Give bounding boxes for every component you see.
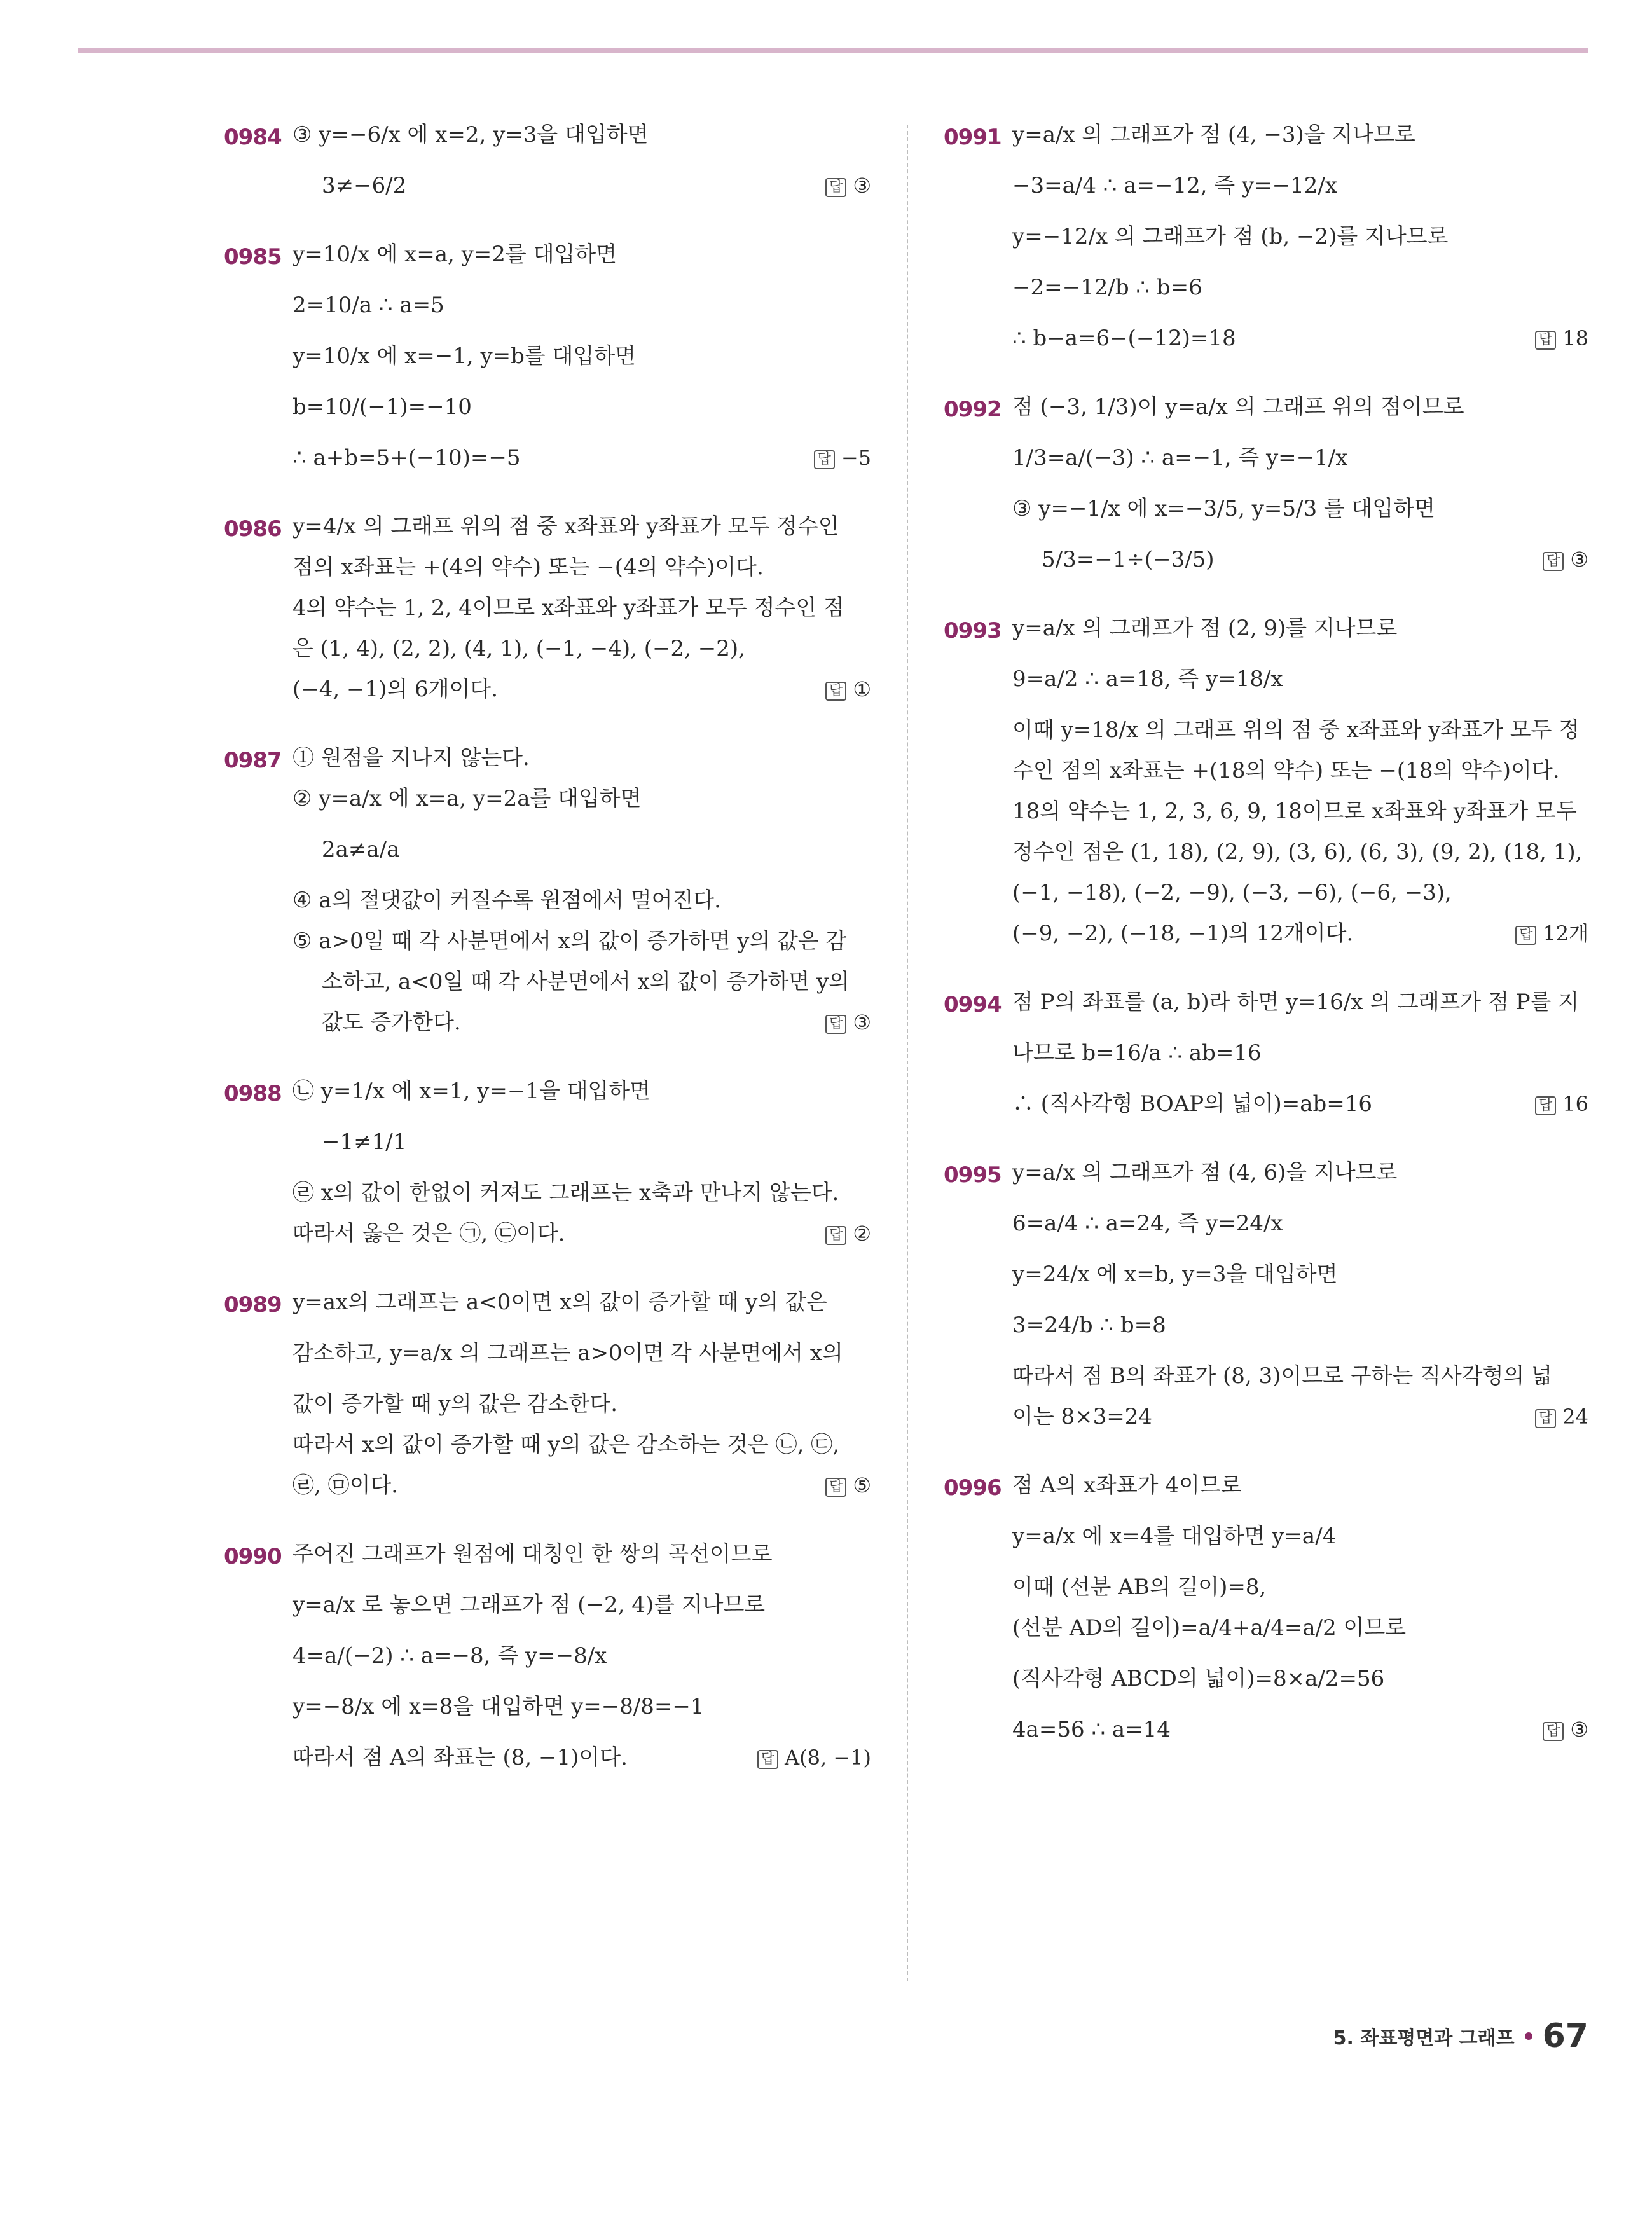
answer-tag: 답 [825,178,846,197]
solution-line: 소하고, a<0일 때 각 사분면에서 x의 값이 증가하면 y의 [322,969,850,995]
solution-line: 정수인 점은 (1, 18), (2, 9), (3, 6), (6, 3), (9, 2), (18, 1), [1012,839,1583,865]
page-footer [1333,2017,1588,2055]
answer-value: ③ [853,174,871,198]
problem-number: 0990 [224,1544,282,1569]
answer-value: ③ [1570,1717,1588,1742]
solution [293,744,871,1036]
answer-tag: 답 [1535,1096,1556,1115]
solution-line: y=a/x 의 그래프가 점 (4, −3)을 지나므로 [1012,122,1415,148]
problem-0994 [944,988,1588,1118]
answer-value: A(8, −1) [785,1745,871,1770]
problem-number: 0986 [224,516,282,542]
solution-line [293,1744,871,1772]
line-text: 3≠−6/2 [322,173,407,198]
line-text: 값도 증가한다. [322,1010,461,1035]
solution-line: 따라서 x의 값이 증가할 때 y의 값은 감소하는 것은 ㉡, ㉢, [293,1432,840,1457]
solution-line: y=4/x 의 그래프 위의 점 중 x좌표와 y좌표가 모두 정수인 [293,514,839,539]
solution-line: ④ a의 절댓값이 커질수록 원점에서 멀어진다. [293,888,721,913]
solution-line: y=10/x 에 x=a, y=2를 대입하면 [293,242,617,267]
problem-0984 [224,121,871,200]
problem-0995 [944,1159,1588,1431]
problem-0991 [944,121,1588,352]
solution-line: ⑤ a>0일 때 각 사분면에서 x의 값이 증가하면 y의 값은 감 [293,928,847,954]
answer-tag: 답 [1535,331,1556,350]
problem-0993 [944,614,1588,947]
solution [1012,1159,1588,1431]
solution-line: y=−12/x 의 그래프가 점 (b, −2)를 지나므로 [1012,224,1449,249]
answer-tag: 답 [825,1478,846,1497]
answer [825,675,871,703]
solution-line: 4=a/(−2) ∴ a=−8, 즉 y=−8/x [293,1643,607,1669]
problem-0988 [224,1077,871,1248]
right-column [944,121,1588,1784]
answer-tag: 답 [825,682,846,701]
problem-number: 0994 [944,992,1002,1017]
left-column [224,121,871,1812]
solution-line: (선분 AD의 길이)=a/4+a/4=a/2 이므로 [1012,1615,1407,1641]
solution-line: b=10/(−1)=−10 [293,394,472,420]
solution [1012,393,1588,574]
answer-value: ⑤ [853,1473,871,1497]
solution-line: 주어진 그래프가 원점에 대칭인 한 쌍의 곡선이므로 [293,1541,773,1567]
answer [1515,919,1588,947]
line-text: 5/3=−1÷(−3/5) [1042,547,1215,572]
solution-line: ③ y=−6/x 에 x=2, y=3을 대입하면 [293,122,649,148]
problem-number: 0993 [944,618,1002,644]
solution-line: 18의 약수는 1, 2, 3, 6, 9, 18이므로 x좌표와 y좌표가 모두 [1012,799,1577,824]
answer-tag: 답 [1543,1722,1564,1741]
answer [825,1008,871,1036]
solution-line: 따라서 점 B의 좌표가 (8, 3)이므로 구하는 직사각형의 넓 [1012,1363,1552,1389]
solution-line [293,1471,871,1499]
solution [1012,121,1588,352]
line-text: ㉣, ㉤이다. [293,1473,399,1498]
line-text: 4a=56 ∴ a=14 [1012,1717,1171,1742]
solution-line [1012,1403,1588,1431]
answer-value: 18 [1562,326,1588,350]
answer-tag: 답 [1535,1409,1556,1428]
answer [1535,1403,1588,1431]
answer [757,1744,871,1772]
answer [825,1471,871,1499]
column-divider [907,125,908,1981]
top-rule [78,48,1588,53]
solution [293,1077,871,1248]
answer-tag: 답 [1515,926,1536,945]
problem-0985 [224,240,871,472]
problem-0990 [224,1540,871,1772]
line-text: ∴ (직사각형 BOAP의 넓이)=ab=16 [1012,1091,1373,1117]
answer-value: ③ [853,1010,871,1035]
problem-0992 [944,393,1588,574]
answer-tag: 답 [825,1226,846,1245]
solution-line: y=a/x 로 놓으면 그래프가 점 (−2, 4)를 지나므로 [293,1592,766,1618]
solution-line: y=−8/x 에 x=8을 대입하면 y=−8/8=−1 [293,1694,705,1719]
solution-line [1012,919,1588,947]
solution-line: 이때 y=18/x 의 그래프 위의 점 중 x좌표와 y좌표가 모두 정 [1012,717,1580,743]
solution-line: (직사각형 ABCD의 넓이)=8×a/2=56 [1012,1666,1385,1691]
solution-line [1012,546,1588,574]
solution [1012,614,1588,947]
problem-0989 [224,1288,871,1499]
solution-line: 점 P의 좌표를 (a, b)라 하면 y=16/x 의 그래프가 점 P를 지 [1012,989,1580,1015]
page-number: 67 [1542,2017,1588,2055]
solution-line: y=10/x 에 x=−1, y=b를 대입하면 [293,343,636,369]
answer [1543,546,1588,574]
solution-line [1012,1090,1588,1118]
bullet-icon [1525,2032,1532,2040]
line-text: 이는 8×3=24 [1012,1404,1152,1429]
solution-line: y=ax의 그래프는 a<0이면 x의 값이 증가할 때 y의 값은 [293,1290,827,1315]
problem-number: 0991 [944,125,1002,150]
answer-value: 24 [1562,1405,1588,1429]
problem-number: 0985 [224,244,282,270]
answer-value: 12개 [1543,921,1588,946]
solution-line: ㉣ x의 값이 한없이 커져도 그래프는 x축과 만나지 않는다. [293,1180,839,1206]
solution-line: −1≠1/1 [322,1129,407,1155]
solution-line: 3=24/b ∴ b=8 [1012,1312,1166,1338]
solution-line: ① 원점을 지나지 않는다. [293,745,530,771]
solution-line: 6=a/4 ∴ a=24, 즉 y=24/x [1012,1211,1283,1236]
chapter-title: 5. 좌표평면과 그래프 [1333,2027,1515,2049]
problem-number: 0989 [224,1292,282,1318]
solution-line: −2=−12/b ∴ b=6 [1012,275,1202,300]
line-text: (−4, −1)의 6개이다. [293,677,499,702]
solution-line: 점의 x좌표는 +(4의 약수) 또는 −(4의 약수)이다. [293,554,764,580]
solution-line: 4의 약수는 1, 2, 4이므로 x좌표와 y좌표가 모두 정수인 점 [293,595,844,621]
solution-line: ㉡ y=1/x 에 x=1, y=−1을 대입하면 [293,1078,650,1104]
answer-value: ② [853,1222,871,1246]
answer [1535,1090,1588,1118]
solution-line: 은 (1, 4), (2, 2), (4, 1), (−1, −4), (−2, −2), [293,636,745,661]
line-text: (−9, −2), (−18, −1)의 12개이다. [1012,921,1354,946]
solution-line [293,1220,871,1248]
solution [1012,1471,1588,1744]
solution-line [293,444,871,472]
solution [293,513,871,703]
solution-line: −3=a/4 ∴ a=−12, 즉 y=−12/x [1012,173,1338,198]
problem-number: 0988 [224,1081,282,1106]
solution-line: (−1, −18), (−2, −9), (−3, −6), (−6, −3), [1012,880,1452,905]
solution-line: 점 (−3, 1/3)이 y=a/x 의 그래프 위의 점이므로 [1012,394,1464,420]
solution-line: y=a/x 에 x=4를 대입하면 y=a/4 [1012,1524,1337,1549]
problem-number: 0992 [944,397,1002,422]
answer-tag: 답 [825,1015,846,1034]
solution-line: y=a/x 의 그래프가 점 (4, 6)을 지나므로 [1012,1160,1398,1185]
problem-0987 [224,744,871,1036]
solution-line: 값이 증가할 때 y의 값은 감소한다. [293,1391,618,1417]
solution-line: ③ y=−1/x 에 x=−3/5, y=5/3 를 대입하면 [1012,496,1435,521]
solution-line: y=24/x 에 x=b, y=3을 대입하면 [1012,1262,1338,1287]
solution-line [293,1008,871,1036]
answer-tag: 답 [814,450,835,469]
solution-line [1012,324,1588,352]
problem-number: 0984 [224,125,282,150]
line-text: ∴ b−a=6−(−12)=18 [1012,326,1236,351]
answer-value: 16 [1562,1092,1588,1116]
answer [825,172,871,200]
solution-line: 이때 (선분 AB의 길이)=8, [1012,1574,1267,1600]
answer-value: −5 [841,446,871,470]
solution [293,121,871,200]
answer [1543,1716,1588,1744]
line-text: 따라서 옳은 것은 ㉠, ㉢이다. [293,1221,565,1246]
solution [293,1288,871,1499]
solution-line: 나므로 b=16/a ∴ ab=16 [1012,1040,1262,1066]
answer-value: ③ [1570,547,1588,572]
problem-0986 [224,513,871,703]
solution [293,1540,871,1772]
solution [293,240,871,472]
problem-0996 [944,1471,1588,1744]
solution-line: 감소하고, y=a/x 의 그래프는 a>0이면 각 사분면에서 x의 [293,1340,843,1366]
solution-line [293,675,871,703]
solution-line: ② y=a/x 에 x=a, y=2a를 대입하면 [293,786,642,811]
answer-tag: 답 [1543,552,1564,571]
solution-line: y=a/x 의 그래프가 점 (2, 9)를 지나므로 [1012,616,1398,641]
problem-number: 0995 [944,1162,1002,1188]
line-text: ∴ a+b=5+(−10)=−5 [293,445,521,471]
solution-line [293,172,871,200]
answer-tag: 답 [757,1750,778,1769]
solution-line: 2=10/a ∴ a=5 [293,293,444,318]
answer [814,444,871,472]
problem-number: 0996 [944,1475,1002,1501]
solution-line: 9=a/2 ∴ a=18, 즉 y=18/x [1012,666,1283,692]
solution-line: 점 A의 x좌표가 4이므로 [1012,1473,1242,1498]
solution-line: 수인 점의 x좌표는 +(18의 약수) 또는 −(18의 약수)이다. [1012,758,1560,783]
answer [825,1220,871,1248]
solution [1012,988,1588,1118]
solution-line: 2a≠a/a [322,837,400,862]
solution-line: 1/3=a/(−3) ∴ a=−1, 즉 y=−1/x [1012,445,1348,471]
problem-number: 0987 [224,748,282,773]
line-text: 따라서 점 A의 좌표는 (8, −1)이다. [293,1745,628,1770]
answer-value: ① [853,677,871,701]
answer [1535,324,1588,352]
solution-line [1012,1716,1588,1744]
